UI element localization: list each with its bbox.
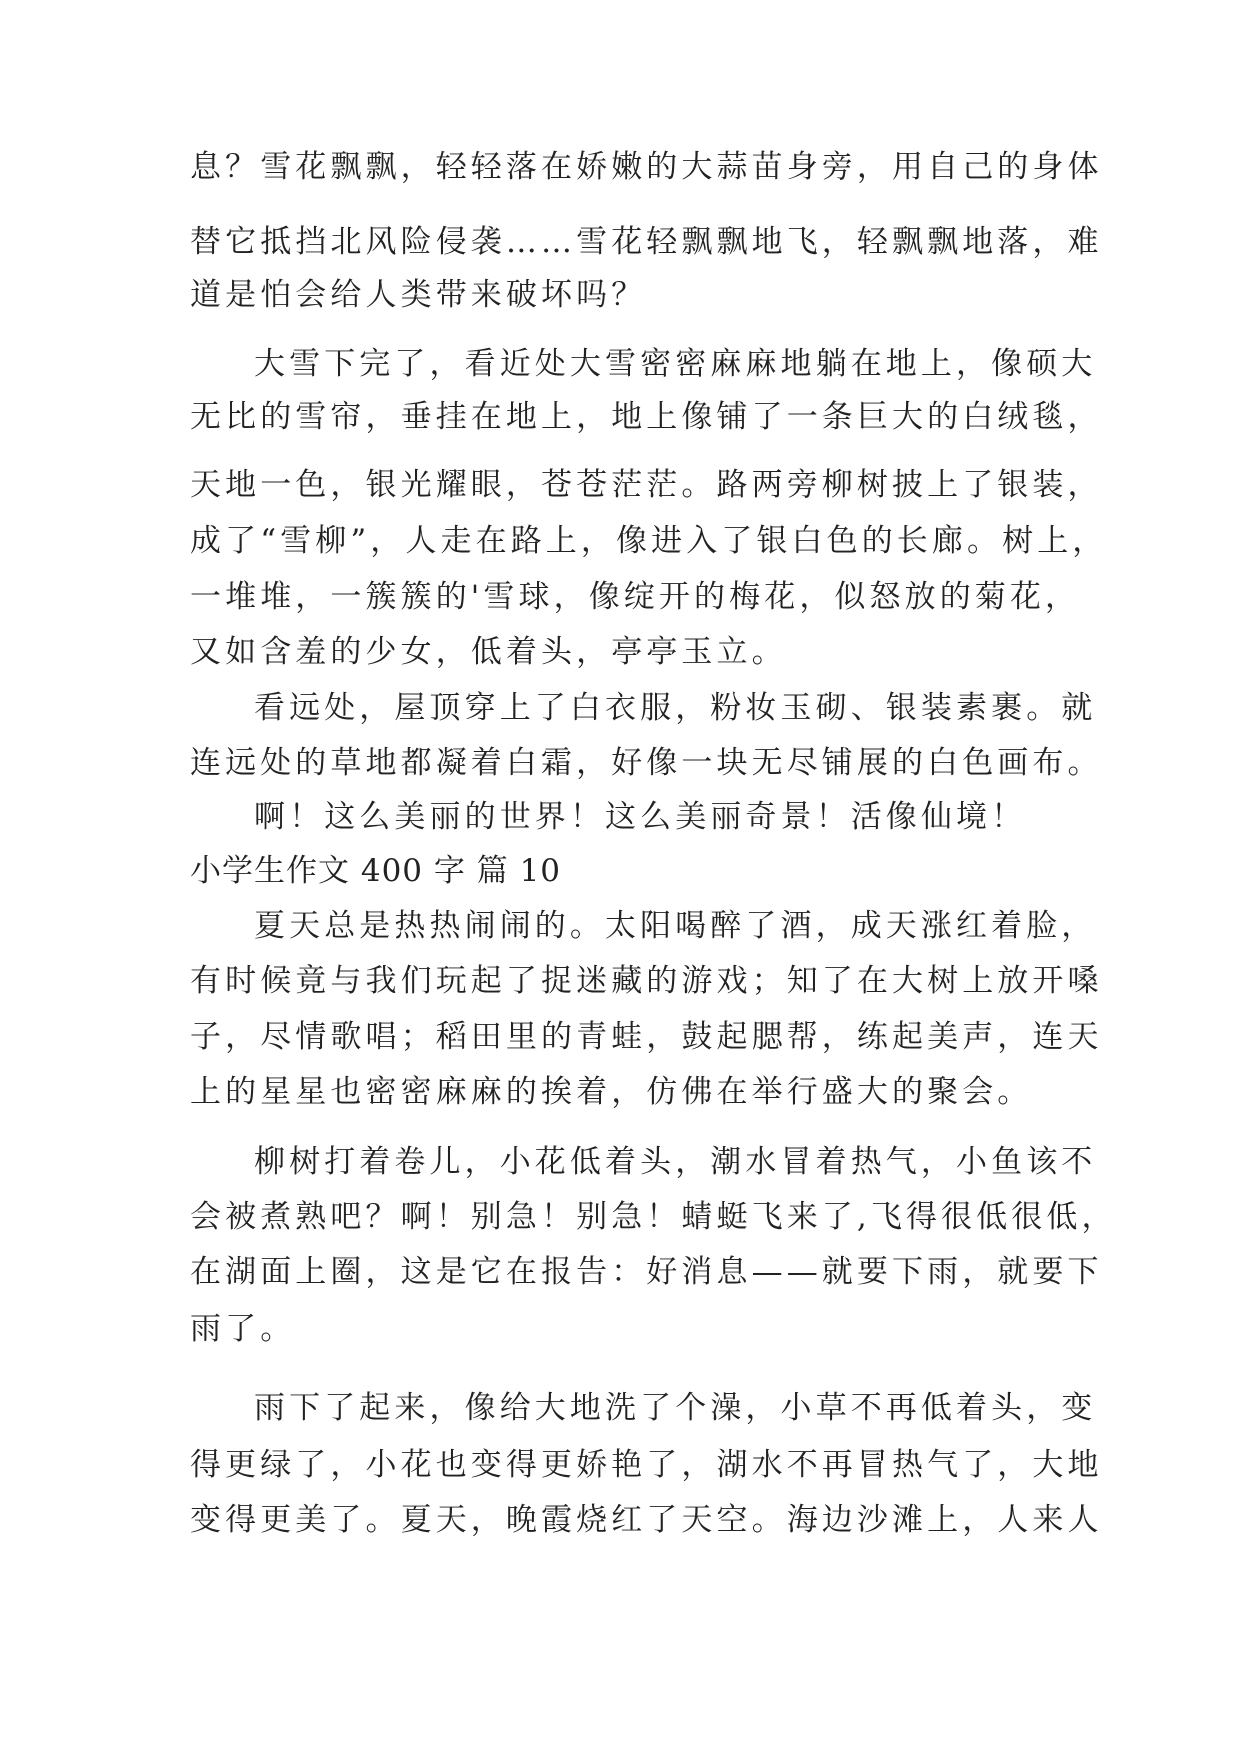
text-line: 子，尽情歌唱；稻田里的青蛙，鼓起腮帮，练起美声，连天 <box>190 1019 1103 1055</box>
text-line: 上的星星也密密麻麻的挨着，仿佛在举行盛大的聚会。 <box>190 1074 1033 1110</box>
text-line: 大雪下完了，看近处大雪密密麻麻地躺在地上，像硕大 <box>254 346 1097 382</box>
text-line: 夏天总是热热闹闹的。太阳喝醉了酒，成天涨红着脸， <box>254 908 1097 944</box>
text-line: 天地一色，银光耀眼，苍苍茫茫。路两旁柳树披上了银装， <box>190 467 1103 503</box>
text-line: 变得更美了。夏天，晚霞烧红了天空。海边沙滩上，人来人 <box>190 1502 1103 1538</box>
text-line: 会被煮熟吧？啊！别急！别急！蜻蜓飞来了,飞得很低很低， <box>190 1199 1117 1235</box>
text-line: 又如含羞的少女，低着头，亭亭玉立。 <box>190 634 787 670</box>
text-line: 替它抵挡北风险侵袭……雪花轻飘飘地飞，轻飘飘地落，难 <box>190 224 1103 260</box>
text-line: 看远处，屋顶穿上了白衣服，粉妆玉砌、银装素裹。就 <box>254 690 1097 726</box>
essay-heading: 小学生作文 400 字 篇 10 <box>190 853 562 889</box>
text-line: 连远处的草地都凝着白霜，好像一块无尽铺展的白色画布。 <box>190 745 1103 781</box>
text-line: 得更绿了，小花也变得更娇艳了，湖水不再冒热气了，大地 <box>190 1447 1103 1483</box>
text-line: 无比的雪帘，垂挂在地上，地上像铺了一条巨大的白绒毯， <box>190 399 1103 435</box>
text-line: 成了“雪柳”，人走在路上，像进入了银白色的长廊。树上， <box>190 523 1108 559</box>
text-line: 在湖面上圈，这是它在报告：好消息——就要下雨，就要下 <box>190 1254 1103 1290</box>
text-line: 雨下了起来，像给大地洗了个澡，小草不再低着头，变 <box>254 1390 1097 1426</box>
text-line: 雨了。 <box>190 1311 296 1347</box>
text-line: 息？雪花飘飘，轻轻落在娇嫩的大蒜苗身旁，用自己的身体 <box>190 149 1103 185</box>
text-line: 有时候竟与我们玩起了捉迷藏的游戏；知了在大树上放开嗓 <box>190 963 1103 999</box>
text-line: 一堆堆，一簇簇的'雪球，像绽开的梅花，似怒放的菊花， <box>190 579 1081 615</box>
text-line: 啊！这么美丽的世界！这么美丽奇景！活像仙境！ <box>254 799 1027 835</box>
text-line: 道是怕会给人类带来破坏吗？ <box>190 277 647 313</box>
text-line: 柳树打着卷儿，小花低着头，潮水冒着热气，小鱼该不 <box>254 1144 1097 1180</box>
